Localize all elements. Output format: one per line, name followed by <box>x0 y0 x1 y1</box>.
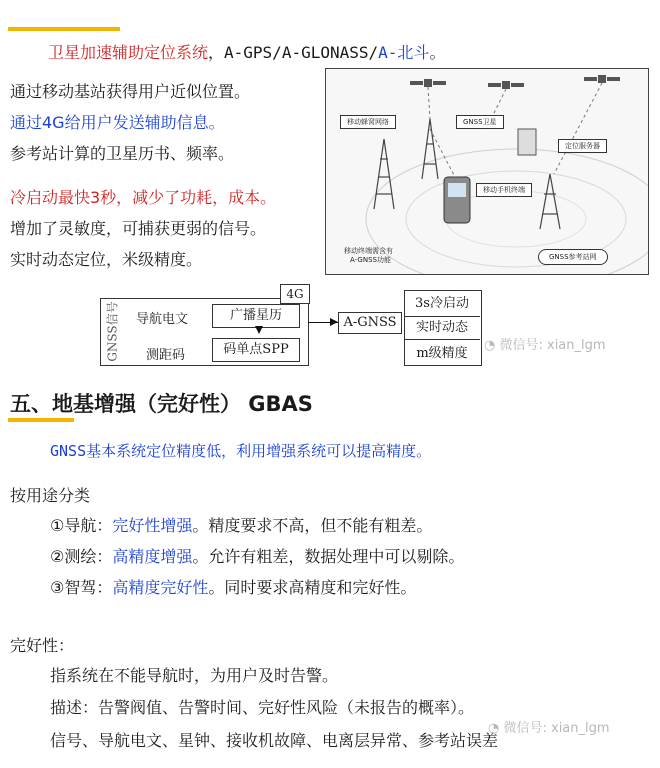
server-icon <box>518 129 536 155</box>
item-driving-rest: 。同时要求高精度和完好性。 <box>208 578 417 597</box>
title-accent-bar <box>8 27 120 31</box>
satellite-icon <box>584 75 620 83</box>
section-heading: 五、地基增强（完好性） GBAS <box>10 392 313 416</box>
watermark-text: 微信号: xian_lgm <box>499 338 606 353</box>
header-title-red: 卫星加速辅助定位系统 <box>48 43 209 62</box>
line-3: 参考站计算的卫星历书、频率。 <box>10 144 235 163</box>
nav-message-label: 导航电文 <box>136 312 189 327</box>
figure-caption-line2: A-GNSS功能 <box>350 256 391 264</box>
label-mobile-network: 移动蜂窝网络 <box>340 115 396 129</box>
label-gnss-satellite: GNSS卫星 <box>456 115 504 129</box>
item-navigation-rest: 。精度要求不高，但不能有粗差。 <box>192 516 433 535</box>
integrity-sources: 信号、导航电文、星钟、接收机故障、电离层异常、参考站误差 <box>50 731 499 750</box>
watermark <box>484 334 606 353</box>
item-surveying-num: ②测绘： <box>50 547 113 566</box>
header-title-blue: A-北斗 <box>378 43 430 62</box>
item-navigation-num: ①导航： <box>50 516 113 535</box>
agnss-figure <box>325 68 649 275</box>
ranging-code-label: 测距码 <box>146 348 186 363</box>
tag-4g: 4G <box>280 284 310 304</box>
satellite-icon <box>488 81 524 89</box>
wechat-icon: ◔ <box>484 338 496 353</box>
item-driving-num: ③智驾： <box>50 578 113 597</box>
header-title <box>48 43 445 63</box>
cell-tower-icon <box>540 174 560 229</box>
cell-tower-icon <box>374 139 394 209</box>
item-navigation <box>50 516 432 536</box>
broadcast-ephemeris-box: 广播星历 <box>212 304 300 328</box>
spp-box: 码单点SPP <box>212 338 300 362</box>
gnss-signal-box <box>100 298 124 366</box>
line-6: 实时动态定位，米级精度。 <box>10 250 203 269</box>
item-driving-key: 高精度完好性 <box>112 578 209 597</box>
integrity-heading: 完好性： <box>10 636 75 655</box>
line-1: 通过移动基站获得用户近似位置。 <box>10 82 251 101</box>
agnss-box: A-GNSS <box>338 312 402 334</box>
line-4: 冷启动最快3秒，减少了功耗，成本。 <box>10 188 277 207</box>
header-title-end: 。 <box>429 43 446 62</box>
label-gnss-reference-network: GNSS参考站网 <box>538 249 608 265</box>
integrity-def: 指系统在不能导航时，为用户及时告警。 <box>50 666 339 685</box>
watermark-text: 微信号: xian_lgm <box>503 721 610 736</box>
section-subtitle: GNSS基本系统定位精度低，利用增强系统可以提高精度。 <box>50 442 432 460</box>
signal-flow-diagram <box>100 287 480 368</box>
result-realtime: 实时动态 <box>404 316 480 340</box>
figure-caption-line1: 移动终端需含有 <box>344 247 393 255</box>
result-cold-start: 3s冷启动 <box>415 296 469 311</box>
agnss-illustration <box>326 69 648 274</box>
classify-heading: 按用途分类 <box>10 486 91 505</box>
item-surveying-key: 高精度增强 <box>112 547 193 566</box>
wechat-icon: ◔ <box>488 721 500 736</box>
cell-tower-icon <box>422 119 438 179</box>
result-accuracy: m级精度 <box>416 346 468 361</box>
gnss-signal-label: GNSS信号 <box>105 301 120 362</box>
label-mobile-terminal: 移动手机终端 <box>476 183 532 197</box>
line-5: 增加了灵敏度，可捕获更弱的信号。 <box>10 219 267 238</box>
item-surveying-rest: 。允许有粗差，数据处理中可以剔除。 <box>192 547 465 566</box>
right-arrow-icon <box>330 318 338 326</box>
down-arrow-icon <box>255 326 263 334</box>
item-driving <box>50 578 416 598</box>
item-surveying <box>50 547 464 567</box>
line-2: 通过4G给用户发送辅助信息。 <box>10 113 225 132</box>
item-navigation-key: 完好性增强 <box>112 516 193 535</box>
integrity-desc: 描述：告警阀值、告警时间、完好性风险（未报告的概率）。 <box>50 698 475 717</box>
label-position-server: 定位服务器 <box>558 139 607 153</box>
heading-underline <box>8 418 74 422</box>
watermark <box>488 717 610 736</box>
satellite-icon <box>410 79 446 87</box>
figure-caption <box>344 247 393 265</box>
header-title-sep: ，A-GPS/A-GLONASS/ <box>208 43 379 62</box>
